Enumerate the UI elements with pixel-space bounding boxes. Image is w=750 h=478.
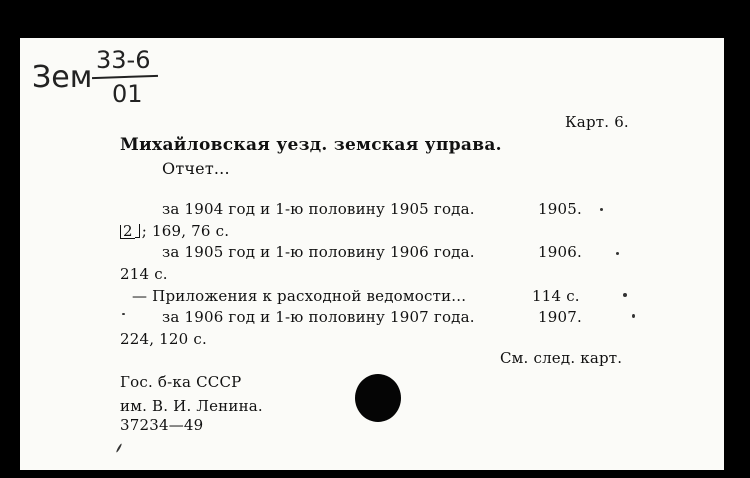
- entry-2: [120, 222, 229, 240]
- entry-5-pages: 114 с.: [532, 287, 580, 305]
- entry-7-text: 224, 120 с.: [120, 330, 207, 348]
- library-line-1: Гос. б-ка СССР: [120, 373, 242, 391]
- handwritten-denominator: 01: [112, 80, 143, 108]
- punch-hole: [355, 374, 401, 422]
- entry-1-text: за 1904 год и 1-ю половину 1905 года.: [162, 200, 475, 218]
- entry-3-text: за 1905 год и 1-ю половину 1906 года.: [162, 243, 475, 261]
- entry-6-text: за 1906 год и 1-ю половину 1907 года.: [162, 308, 475, 326]
- handwritten-prefix: Зем: [32, 60, 93, 95]
- entry-2-text: ; 169, 76 с.: [141, 222, 230, 240]
- speck: [616, 252, 619, 255]
- catalog-card: [20, 38, 724, 470]
- entry-5-text: — Приложения к расходной ведомости...: [132, 287, 467, 305]
- pen-mark: [116, 443, 123, 453]
- bracket-close-mark: [135, 224, 140, 238]
- speck: [122, 313, 125, 315]
- entry-6-year: 1907.: [538, 308, 582, 326]
- fraction-line: [92, 75, 158, 79]
- handwritten-numerator: 33-6: [96, 46, 151, 74]
- see-next-card: См. след. карт.: [500, 349, 623, 367]
- entry-1-year: 1905.: [538, 200, 582, 218]
- entry-4-text: 214 с.: [120, 265, 168, 283]
- entry-3-year: 1906.: [538, 243, 582, 261]
- speck: [623, 293, 627, 297]
- card-number: Карт. 6.: [565, 113, 629, 131]
- library-line-3: 37234—49: [120, 416, 204, 434]
- speck: [632, 314, 635, 318]
- entry-2-bracket: 2: [120, 225, 135, 239]
- card-heading: Михайловская уезд. земская управа.: [120, 135, 502, 155]
- speck: [600, 208, 603, 211]
- card-subtitle: Отчет...: [162, 159, 230, 178]
- library-line-2: им. В. И. Ленина.: [120, 397, 263, 415]
